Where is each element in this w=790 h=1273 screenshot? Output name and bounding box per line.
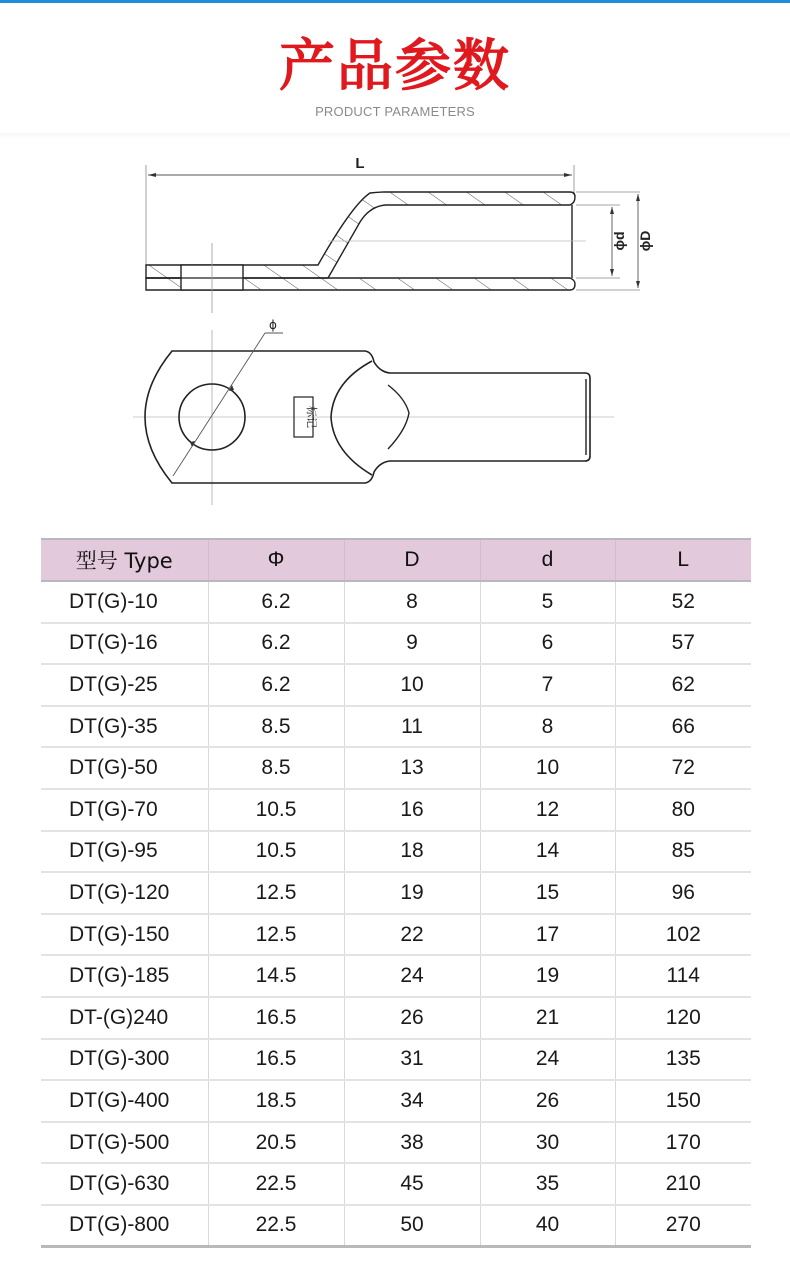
cell-length: 150 [615,1080,751,1122]
cell-phi: 10.5 [208,789,344,831]
cell-length: 120 [615,997,751,1039]
cell-phi: 22.5 [208,1205,344,1247]
table-row [41,955,751,997]
page-title: 产品参数 [279,34,511,99]
cell-inner-diameter: 6 [480,623,615,665]
cell-phi: 12.5 [208,872,344,914]
cell-phi: 8.5 [208,747,344,789]
cell-outer-diameter: 8 [344,581,480,623]
cell-type: DT(G)-16 [41,623,208,665]
cell-phi: 6.2 [208,623,344,665]
cell-inner-diameter: 21 [480,997,615,1039]
cell-inner-diameter: 12 [480,789,615,831]
cell-outer-diameter: 24 [344,955,480,997]
table-row [41,831,751,873]
cell-type: DT(G)-400 [41,1080,208,1122]
hole-diameter-label: ϕ [269,318,277,332]
cell-length: 170 [615,1122,751,1164]
table-row [41,1163,751,1205]
cell-inner-diameter: 19 [480,955,615,997]
length-label: L [355,155,365,172]
cell-length: 62 [615,664,751,706]
cell-type: DT(G)-50 [41,747,208,789]
table-row [41,1205,751,1247]
cell-phi: 16.5 [208,1039,344,1081]
cell-outer-diameter: 50 [344,1205,480,1247]
cell-phi: 8.5 [208,706,344,748]
cell-type: DT(G)-25 [41,664,208,706]
cell-outer-diameter: 18 [344,831,480,873]
cell-type: DT(G)-630 [41,1163,208,1205]
cell-length: 66 [615,706,751,748]
cell-phi: 12.5 [208,914,344,956]
cell-inner-diameter: 14 [480,831,615,873]
table-row [41,1122,751,1164]
cell-phi: 20.5 [208,1122,344,1164]
cell-type: DT(G)-95 [41,831,208,873]
cell-phi: 16.5 [208,997,344,1039]
table-row [41,747,751,789]
table-header-row [41,539,751,581]
technical-drawing [0,140,790,520]
cell-length: 114 [615,955,751,997]
column-header-type: 型号 Type [41,539,208,581]
table-row [41,623,751,665]
cell-length: 52 [615,581,751,623]
table-row [41,1039,751,1081]
column-header-outer-diameter: D [344,539,480,581]
cell-inner-diameter: 24 [480,1039,615,1081]
top-view [133,330,614,505]
cell-outer-diameter: 31 [344,1039,480,1081]
cell-length: 96 [615,872,751,914]
cell-length: 210 [615,1163,751,1205]
cell-length: 85 [615,831,751,873]
table-row [41,914,751,956]
column-header-length: L [615,539,751,581]
table-row [41,664,751,706]
cell-outer-diameter: 26 [344,997,480,1039]
table-row [41,872,751,914]
outer-diameter-label: ϕD [637,230,653,252]
cell-outer-diameter: 38 [344,1122,480,1164]
table-row [41,581,751,623]
cell-type: DT(G)-300 [41,1039,208,1081]
side-view [146,165,640,313]
cell-outer-diameter: 45 [344,1163,480,1205]
header-divider [0,133,790,139]
page-subtitle: PRODUCT PARAMETERS [315,104,475,119]
cell-phi: 10.5 [208,831,344,873]
cell-type: DT(G)-35 [41,706,208,748]
cell-type: DT(G)-500 [41,1122,208,1164]
table-row [41,1080,751,1122]
cell-phi: 14.5 [208,955,344,997]
cell-inner-diameter: 15 [480,872,615,914]
cell-outer-diameter: 9 [344,623,480,665]
cell-length: 270 [615,1205,751,1247]
cell-outer-diameter: 11 [344,706,480,748]
cell-type: DT(G)-70 [41,789,208,831]
cell-type: DT(G)-150 [41,914,208,956]
cell-inner-diameter: 30 [480,1122,615,1164]
cell-phi: 6.2 [208,664,344,706]
cell-inner-diameter: 40 [480,1205,615,1247]
cell-inner-diameter: 8 [480,706,615,748]
cell-outer-diameter: 34 [344,1080,480,1122]
cell-type: DT(G)-10 [41,581,208,623]
cell-outer-diameter: 13 [344,747,480,789]
cell-length: 135 [615,1039,751,1081]
table-row [41,789,751,831]
column-header-inner-diameter: d [480,539,615,581]
cell-phi: 22.5 [208,1163,344,1205]
cell-length: 57 [615,623,751,665]
cell-type: DT(G)-800 [41,1205,208,1247]
table-row [41,706,751,748]
cell-type: DT-(G)240 [41,997,208,1039]
cell-inner-diameter: 7 [480,664,615,706]
cable-lug-drawing [0,140,790,520]
cell-phi: 18.5 [208,1080,344,1122]
table-row [41,997,751,1039]
inner-diameter-label: ϕd [611,231,627,251]
cell-length: 80 [615,789,751,831]
cell-length: 72 [615,747,751,789]
cell-type: DT(G)-120 [41,872,208,914]
cell-inner-diameter: 17 [480,914,615,956]
cell-outer-diameter: 22 [344,914,480,956]
section-header [0,3,790,133]
cell-outer-diameter: 19 [344,872,480,914]
column-header-phi: Φ [208,539,344,581]
cell-inner-diameter: 35 [480,1163,615,1205]
marking-label: 标记 [305,406,318,428]
cell-length: 102 [615,914,751,956]
cell-inner-diameter: 10 [480,747,615,789]
cell-inner-diameter: 5 [480,581,615,623]
cell-inner-diameter: 26 [480,1080,615,1122]
cell-type: DT(G)-185 [41,955,208,997]
cell-outer-diameter: 10 [344,664,480,706]
parameters-table [41,538,751,1248]
cell-phi: 6.2 [208,581,344,623]
cell-outer-diameter: 16 [344,789,480,831]
